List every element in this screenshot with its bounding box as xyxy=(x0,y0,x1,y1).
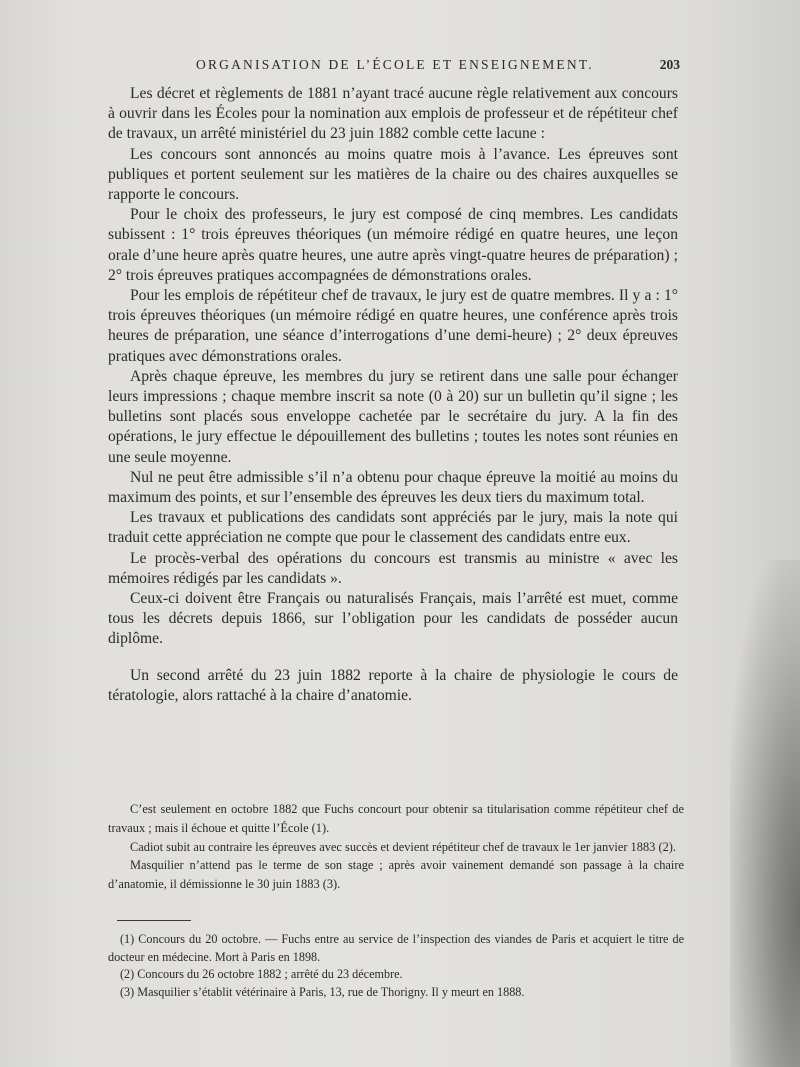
small-print-text xyxy=(108,800,684,894)
paragraph: Un second arrêté du 23 juin 1882 reporte à la chaire de physiologie le cours de tératologie, alors rattaché à la chaire d’anatomie. xyxy=(108,666,678,704)
paragraph: Les décret et règlements de 1881 n’ayant tracé aucune règle relativement aux concours à ouvrir dans les Écoles pour la nomination aux emplois de professeur et de répétiteur chef de travaux, un arrêté ministériel du 23 juin 1882 comble cette lacune : xyxy=(108,85,678,143)
paragraph: Ceux-ci doivent être Français ou naturalisés Français, mais l’arrêté est muet, comme tous les décrets depuis 1866, sur l’obligation pour les candidats de posséder aucun diplôme. xyxy=(108,590,678,648)
paragraph: Les travaux et publications des candidats sont appréciés par le jury, mais la note qui traduit cette appréciation ne compte que pour le classement des candidats entre eux. xyxy=(108,509,678,547)
footnote: (3) Masquilier s’établit vétérinaire à Paris, 13, rue de Thorigny. Il y meurt en 1888. xyxy=(120,984,525,999)
running-head xyxy=(106,57,680,77)
footnote-divider xyxy=(117,920,191,921)
page-number: 203 xyxy=(659,57,680,72)
running-head-title: ORGANISATION DE L’ÉCOLE ET ENSEIGNEMENT. xyxy=(196,57,594,72)
paragraph: Après chaque épreuve, les membres du jury se retirent dans une salle pour échanger leurs impressions ; chaque membre inscrit sa note (0 à 20) sur un bulletin qu’il signe ; les bulletins sont placés sous enveloppe cachetée par le secrétaire du jury. A la fin des opérations, le jury effectue le dépouillement des bulletins ; toutes les notes sont réunies en une seule moyenne. xyxy=(108,367,678,466)
paragraph: Pour les emplois de répétiteur chef de travaux, le jury est de quatre membres. Il y a : 1° trois épreuves théoriques (un mémoire rédigé en quatre heures, une conférence après trois heures de préparation, une séance d’interrogations d’une demi-heure) ; 2° deux épreuves pratiques avec démonstrations orales. xyxy=(108,287,678,365)
thumb-shadow xyxy=(730,560,800,1067)
footnotes xyxy=(108,931,684,1001)
main-text xyxy=(108,84,678,706)
paragraph: Les concours sont annoncés au moins quatre mois à l’avance. Les épreuves sont publiques et portent seulement sur les matières de la chaire ou des chaires auxquelles se rapporte le concours. xyxy=(108,145,678,204)
footnote: (1) Concours du 20 octobre. — Fuchs entre au service de l’inspection des viandes de Paris et acquiert le titre de docteur en médecine. Mort à Paris en 1898. xyxy=(108,932,684,964)
paragraph: Le procès-verbal des opérations du concours est transmis au ministre « avec les mémoires rédigés par les candidats ». xyxy=(108,549,678,587)
paragraph: Nul ne peut être admissible s’il n’a obtenu pour chaque épreuve la moitié au moins du maximum des points, et sur l’ensemble des épreuves les deux tiers du maximum total. xyxy=(108,468,678,507)
paragraph: Pour le choix des professeurs, le jury est composé de cinq membres. Les candidats subissent : 1° trois épreuves théoriques (un mémoire rédigé en quatre heures, une leçon orale d’une heure après quatre heures, une autre après vingt-quatre heures de préparation) ; 2° trois épreuves pratiques accompagnées de démonstrations orales. xyxy=(108,206,678,284)
small-paragraph: Masquilier n’attend pas le terme de son stage ; après avoir vainement demandé son passage à la chaire d’anatomie, il démissionne le 30 juin 1883 (3). xyxy=(108,858,684,892)
small-paragraph: C’est seulement en octobre 1882 que Fuchs concourt pour obtenir sa titularisation comme répétiteur chef de travaux ; mais il échoue et quitte l’École (1). xyxy=(108,802,684,835)
footnote: (2) Concours du 26 octobre 1882 ; arrêté du 23 décembre. xyxy=(120,967,403,982)
small-paragraph: Cadiot subit au contraire les épreuves avec succès et devient répétiteur chef de travaux le 1er janvier 1883 (2). xyxy=(130,839,676,854)
